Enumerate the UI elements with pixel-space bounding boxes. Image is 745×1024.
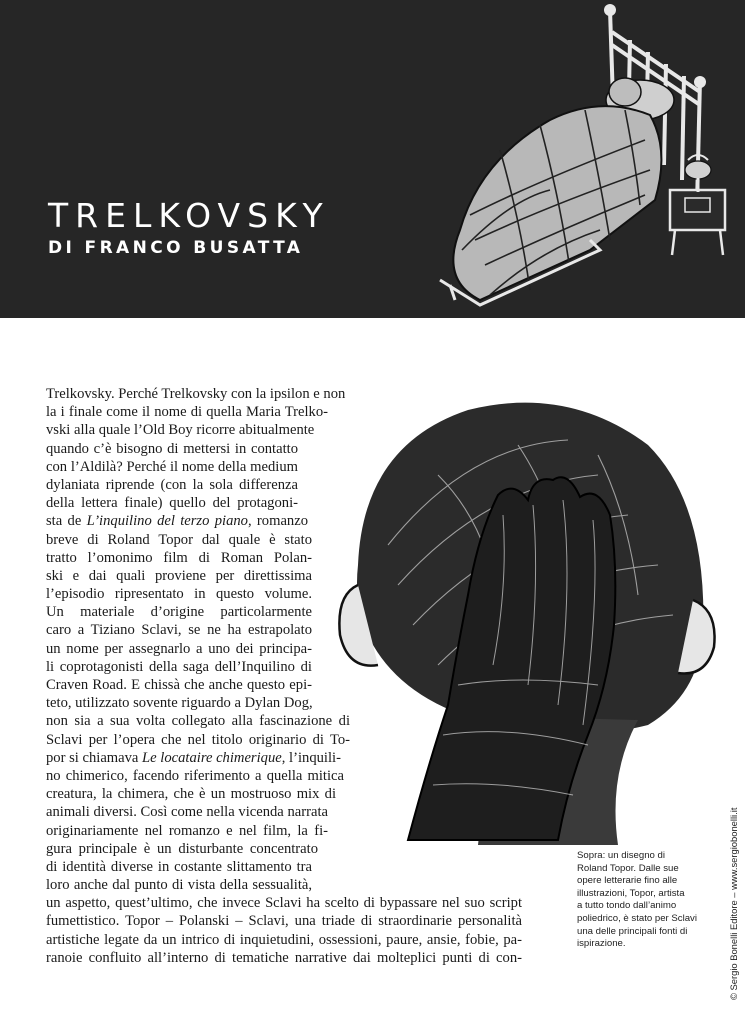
- book-title-italic: L’inquilino del terzo piano: [86, 513, 248, 530]
- body-line: teto, utilizzato sovente riguardo a Dylan Dog,: [46, 695, 313, 712]
- body-line: animali diversi. Così come nella vicenda narrata: [46, 804, 328, 821]
- body-line: creatura, la chimera, che è un mostruoso mix di: [46, 786, 336, 803]
- body-line: caro a Tiziano Sclavi, se ne ha estrapolato: [46, 622, 312, 639]
- body-line: un aspetto, quest’ultimo, che invece Sclavi ha scelto di bypassare nel suo script: [46, 895, 522, 912]
- body-text-segment: , romanzo: [247, 513, 308, 530]
- body-text-segment: por si chiamava: [46, 749, 143, 766]
- caption-line: a tutto tondo dall’animo: [577, 900, 677, 912]
- body-line: [46, 749, 340, 767]
- article-title: TRELKOVSKY: [48, 196, 330, 235]
- body-line: gura principale è un disturbante concentrato: [46, 840, 318, 857]
- bed-illustration: [400, 0, 745, 318]
- caption-line: Roland Topor. Dalle sue: [577, 862, 679, 874]
- body-line: Un materiale d’origine particolarmente: [46, 604, 312, 621]
- body-line: la i finale come il nome di quella Maria Trelko-: [46, 404, 328, 421]
- header-banner: [0, 0, 745, 318]
- copyright-credit: © Sergio Bonelli Editore – www.sergiobonelli.it: [728, 807, 739, 1000]
- body-line: ski e dai quali proviene per direttissima: [46, 567, 312, 584]
- body-line: Sclavi per l’opera che nel titolo originario di To-: [46, 731, 350, 748]
- body-line: originariamente nel romanzo e nel film, la fi-: [46, 822, 328, 839]
- body-line: loro anche dal punto di vista della sessualità,: [46, 877, 312, 894]
- body-line: dylaniata riprende (con la sola differenza: [46, 476, 298, 493]
- image-caption: [577, 850, 697, 951]
- caption-line: poliedrico, è stato per Sclavi: [577, 912, 697, 924]
- body-line: no chimerico, facendo riferimento a quella mitica: [46, 767, 344, 784]
- body-line: li coprotagonisti della saga dell’Inquilino di: [46, 658, 312, 675]
- body-text-segment: , l’inquili-: [281, 749, 341, 766]
- body-line: tratto l’omonimo film di Roman Polan-: [46, 549, 312, 566]
- body-line: con l’Aldilà? Perché il nome della medium: [46, 458, 298, 475]
- article-body: [46, 385, 522, 967]
- body-line: vski alla quale l’Old Boy ricorre abitualmente: [46, 422, 315, 439]
- body-line: della lettera finale) quello del protagoni-: [46, 495, 298, 512]
- body-text-segment: sta de: [46, 513, 87, 530]
- book-title-italic: Le locataire chimerique: [142, 749, 282, 766]
- article-author: DI FRANCO BUSATTA: [48, 238, 304, 258]
- body-line: di identità diverse in costante slittamento tra: [46, 858, 312, 875]
- body-line: fumettistico. Topor – Polanski – Sclavi, una triade di straordinarie personalità: [46, 913, 522, 930]
- caption-line: Sopra: un disegno di: [577, 850, 666, 861]
- body-line: non sia a sua volta collegato alla fascinazione di: [46, 713, 350, 730]
- body-line: artistiche legate da un intrico di inquietudini, ossessioni, paure, ansie, fobie, pa-: [46, 931, 522, 948]
- caption-line: ispirazione.: [577, 938, 626, 950]
- caption-line: una delle principali fonti di: [577, 925, 688, 937]
- body-line: un nome per assegnarlo a uno dei principa-: [46, 640, 312, 657]
- body-line: ranoie confluito all’interno di tematiche narrative dai molteplici punti di con-: [46, 949, 522, 966]
- caption-line: illustrazioni, Topor, artista: [577, 887, 685, 899]
- body-line: quando c’è bisogno di mettersi in contatto: [46, 440, 298, 457]
- body-line: l’episodio ripresentato in questo volume.: [46, 586, 312, 603]
- body-line: Trelkovsky. Perché Trelkovsky con la ipsilon e non: [46, 386, 346, 402]
- body-line: [46, 512, 308, 530]
- caption-line: opere letterarie fino alle: [577, 875, 678, 887]
- body-line: breve di Roland Topor dal quale è stato: [46, 531, 312, 548]
- body-line: Craven Road. E chissà che anche questo epi-: [46, 677, 312, 693]
